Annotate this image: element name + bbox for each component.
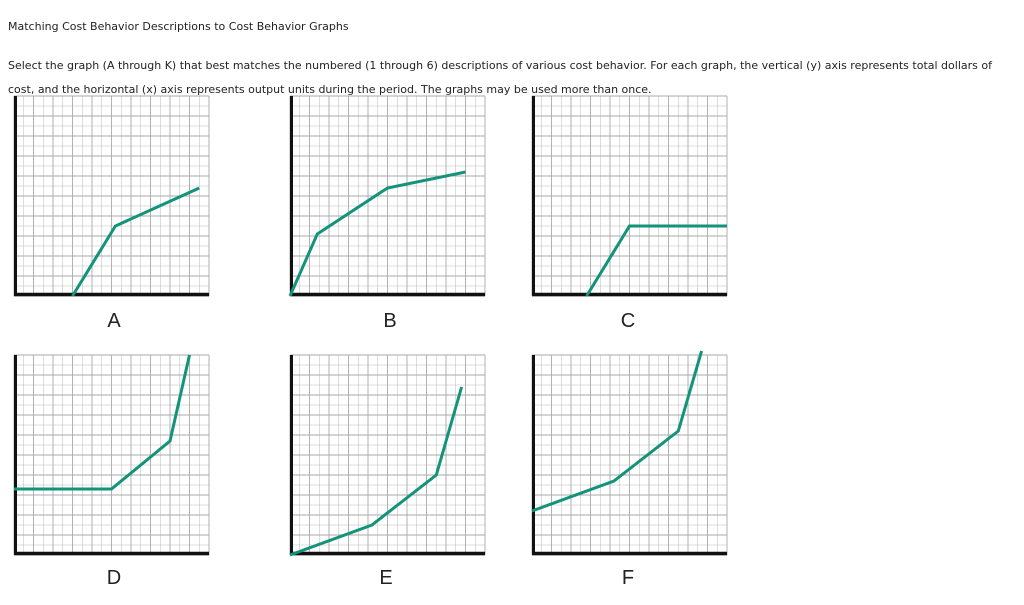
grid-lines [532, 96, 727, 296]
cost-line [587, 226, 727, 296]
graph-f-label: F [621, 567, 635, 589]
instructions-text: Select the graph (A through K) that best matches the numbered (1 through 6) descriptions of various cost behavior. For each graph, the vertical (y) axis represents total dollars of cost, and the horizontal (x) axis represents output units during the period. The graphs may be used more than once. [8, 59, 992, 96]
graph-b[interactable] [290, 96, 490, 296]
grid-lines [14, 355, 209, 555]
cost-line [290, 387, 462, 555]
grid-lines [290, 355, 485, 555]
cost-line [73, 188, 200, 296]
graph-e-label: E [379, 567, 393, 589]
graph-f[interactable] [532, 355, 732, 555]
graph-c-label: C [620, 310, 636, 332]
graph-a-label: A [107, 310, 121, 332]
graph-c[interactable] [532, 96, 732, 296]
grid-lines [290, 96, 485, 296]
graph-e[interactable] [290, 355, 490, 555]
graph-b-label: B [383, 310, 397, 332]
graph-d[interactable] [14, 355, 214, 555]
page-title: Matching Cost Behavior Descriptions to Cost Behavior Graphs [8, 20, 349, 33]
graph-a[interactable] [14, 96, 214, 296]
grid-lines [532, 355, 727, 555]
graph-d-label: D [106, 567, 122, 589]
